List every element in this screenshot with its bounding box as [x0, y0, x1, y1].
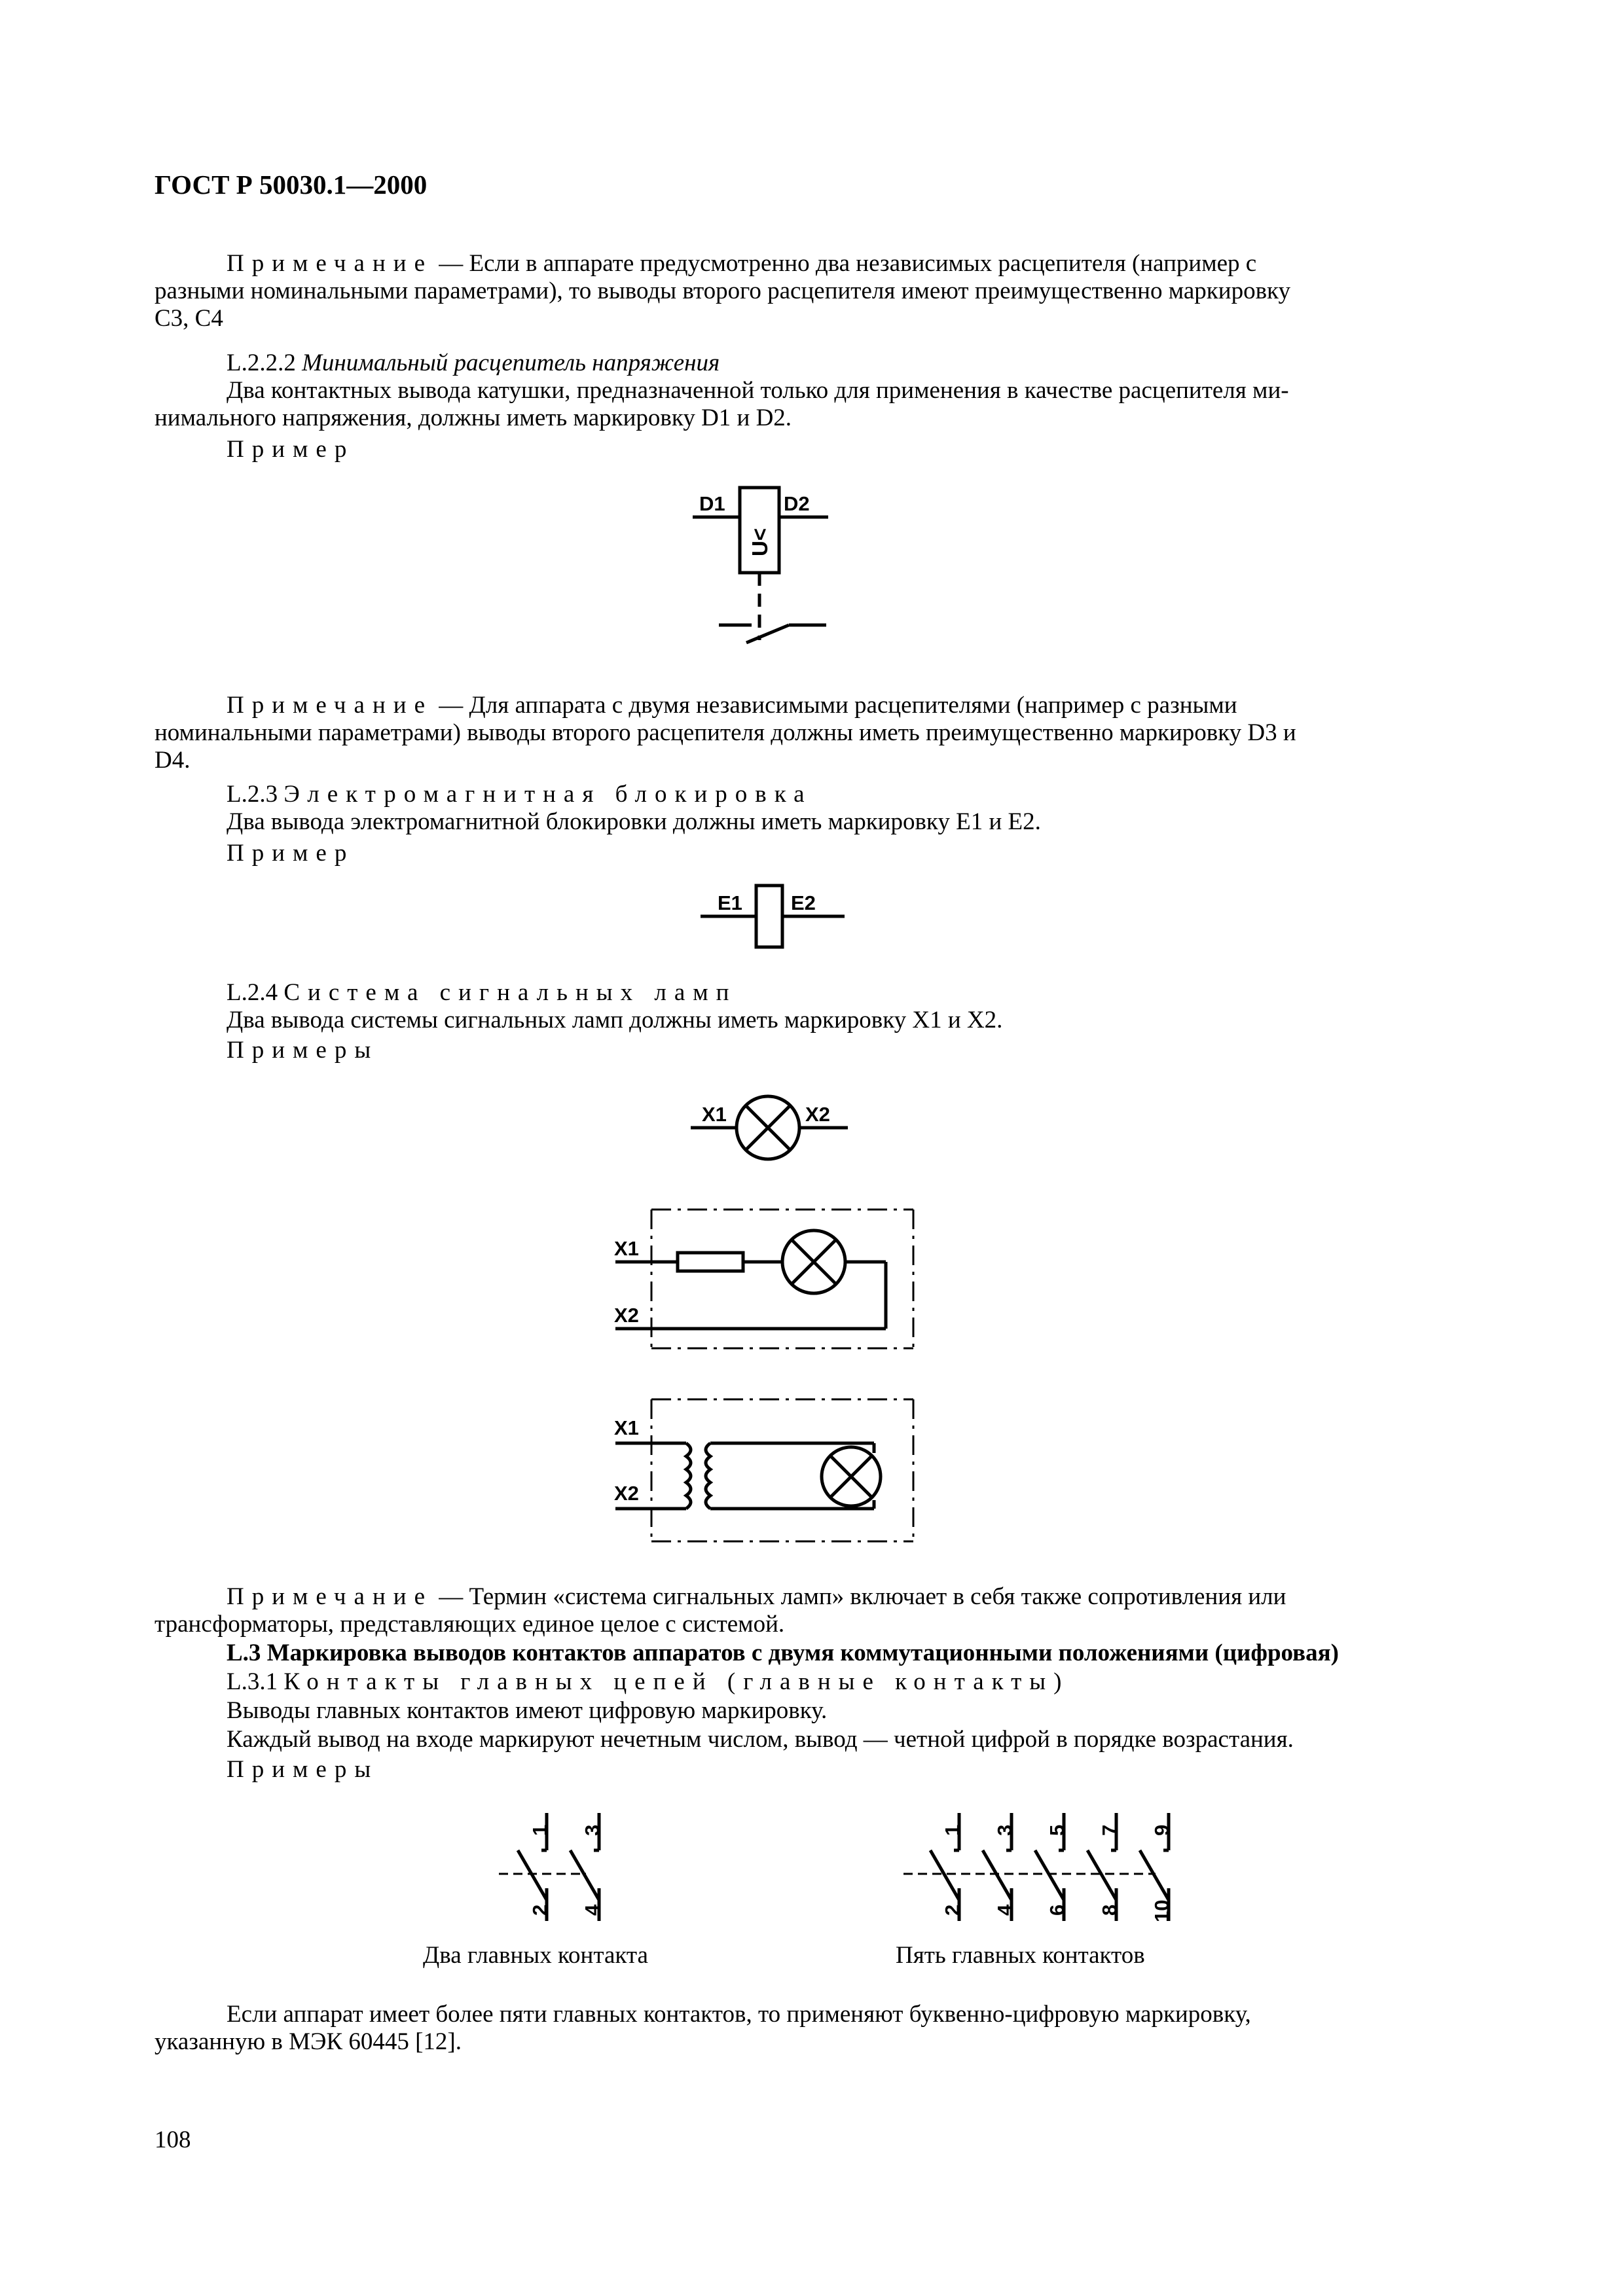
section-l222-line-2: нимального напряжения, должны иметь маркировку D1 и D2.: [155, 404, 792, 431]
contact-number: 10: [1150, 1899, 1173, 1922]
contact-number: 7: [1098, 1824, 1121, 1836]
terminal-label-d2: D2: [784, 492, 810, 515]
five-contacts-caption: Пять главных контактов: [896, 1942, 1145, 1969]
section-title: Минимальный расцепитель напряжения: [302, 350, 720, 376]
note-label: Примечание: [227, 1583, 433, 1610]
example-label: Примеры: [227, 1037, 379, 1064]
terminal-label-x1: X1: [702, 1103, 727, 1126]
section-l222-line-1: Два контактных вывода катушки, предназначенной только для применения в качестве расцепителя ми-: [227, 377, 1289, 404]
terminal-label-x2: X2: [805, 1103, 830, 1126]
note-3-line-1: [227, 1584, 1286, 1610]
two-main-contacts-diagram: [484, 1803, 635, 1924]
section-l31-heading: [227, 1669, 1069, 1695]
section-number: L.2.2.2: [227, 350, 296, 376]
contact-number: 2: [941, 1904, 964, 1916]
document-header: ГОСТ Р 50030.1—2000: [155, 170, 428, 200]
note-text: — Если в аппарате предусмотренно два независимых расцепителя (например с: [439, 250, 1257, 277]
section-l31-line-1: Выводы главных контактов имеют цифровую маркировку.: [227, 1697, 828, 1724]
note-label: Примечание: [227, 250, 433, 277]
undervoltage-symbol: U<: [748, 528, 772, 556]
section-l24-heading: [227, 980, 737, 1006]
note-1-line-1: [227, 251, 1256, 277]
terminal-label-x2: X2: [614, 1482, 639, 1505]
terminal-label-x1: X1: [614, 1237, 639, 1260]
section-l31-line-2: Каждый вывод на входе маркируют нечетным числом, вывод — четной цифрой в порядке возрастания.: [227, 1726, 1294, 1753]
section-l222-heading: [227, 350, 720, 376]
five-main-contacts-diagram: [890, 1803, 1205, 1924]
undervoltage-release-diagram: [681, 478, 877, 661]
terminal-label-x2: X2: [614, 1304, 639, 1327]
example-label: Пример: [227, 436, 355, 463]
contact-number: 3: [993, 1824, 1016, 1836]
lamp-with-transformer-diagram: [609, 1394, 917, 1551]
note-text: — Для аппарата с двумя независимыми расцепителями (например с разными: [439, 692, 1237, 719]
contact-number: 2: [528, 1904, 551, 1916]
note-text: — Термин «система сигнальных ламп» включает в себя также сопротивления или: [439, 1583, 1286, 1610]
contact-number: 8: [1098, 1904, 1121, 1916]
note-label: Примечание: [227, 692, 433, 719]
two-contacts-caption: Два главных контакта: [423, 1942, 648, 1969]
contact-number: 6: [1046, 1904, 1068, 1916]
section-number: L.3.1: [227, 1668, 278, 1695]
final-line-1: Если аппарат имеет более пяти главных контактов, то применяют буквенно-цифровую маркировку,: [227, 2001, 1251, 2028]
section-l23-heading: [227, 781, 812, 808]
terminal-label-e1: E1: [718, 891, 742, 914]
terminal-label-e2: E2: [791, 891, 816, 914]
note-1-line-2: разными номинальными параметрами), то выводы второго расцепителя имеют преимущественно маркировку: [155, 278, 1291, 304]
electromagnetic-interlock-diagram: [701, 880, 851, 952]
section-number: L.2.3: [227, 781, 278, 808]
example-label: Примеры: [227, 1756, 379, 1783]
note-2-line-2: номинальными параметрами) выводы второго расцепителя должны иметь преимущественно маркировку D3 и: [155, 719, 1296, 746]
signal-lamp-diagram: [687, 1083, 858, 1168]
terminal-label-x1: X1: [614, 1416, 639, 1439]
lamp-with-resistor-diagram: [609, 1204, 917, 1361]
contact-number: 9: [1150, 1824, 1173, 1836]
note-2-line-1: [227, 692, 1237, 719]
contact-number: 1: [941, 1824, 964, 1836]
section-title: Контакты главных цепей (главные контакты): [283, 1668, 1070, 1695]
note-2-line-3: D4.: [155, 747, 191, 774]
section-l23-line-1: Два вывода электромагнитной блокировки должны иметь маркировку Е1 и Е2.: [227, 808, 1041, 835]
contact-number: 5: [1046, 1824, 1068, 1836]
note-1-line-3: С3, С4: [155, 305, 223, 332]
example-label: Пример: [227, 840, 355, 867]
contact-number: 3: [581, 1824, 604, 1836]
section-title: Система сигнальных ламп: [283, 979, 737, 1006]
terminal-label-d1: D1: [699, 492, 725, 515]
contact-number: 4: [993, 1904, 1016, 1916]
section-number: L.2.4: [227, 979, 278, 1006]
section-l24-line-1: Два вывода системы сигнальных ламп должны иметь маркировку X1 и X2.: [227, 1007, 1003, 1033]
section-l3-heading: L.3 Маркировка выводов контактов аппаратов с двумя коммутационными положениями (цифровая): [227, 1640, 1339, 1666]
section-title: Электромагнитная блокировка: [283, 781, 812, 808]
final-line-2: указанную в МЭК 60445 [12].: [155, 2028, 462, 2055]
note-3-line-2: трансформаторы, представляющих единое целое с системой.: [155, 1611, 785, 1638]
contact-number: 4: [581, 1904, 604, 1916]
contact-number: 1: [528, 1824, 551, 1836]
page-number: 108: [155, 2126, 191, 2153]
